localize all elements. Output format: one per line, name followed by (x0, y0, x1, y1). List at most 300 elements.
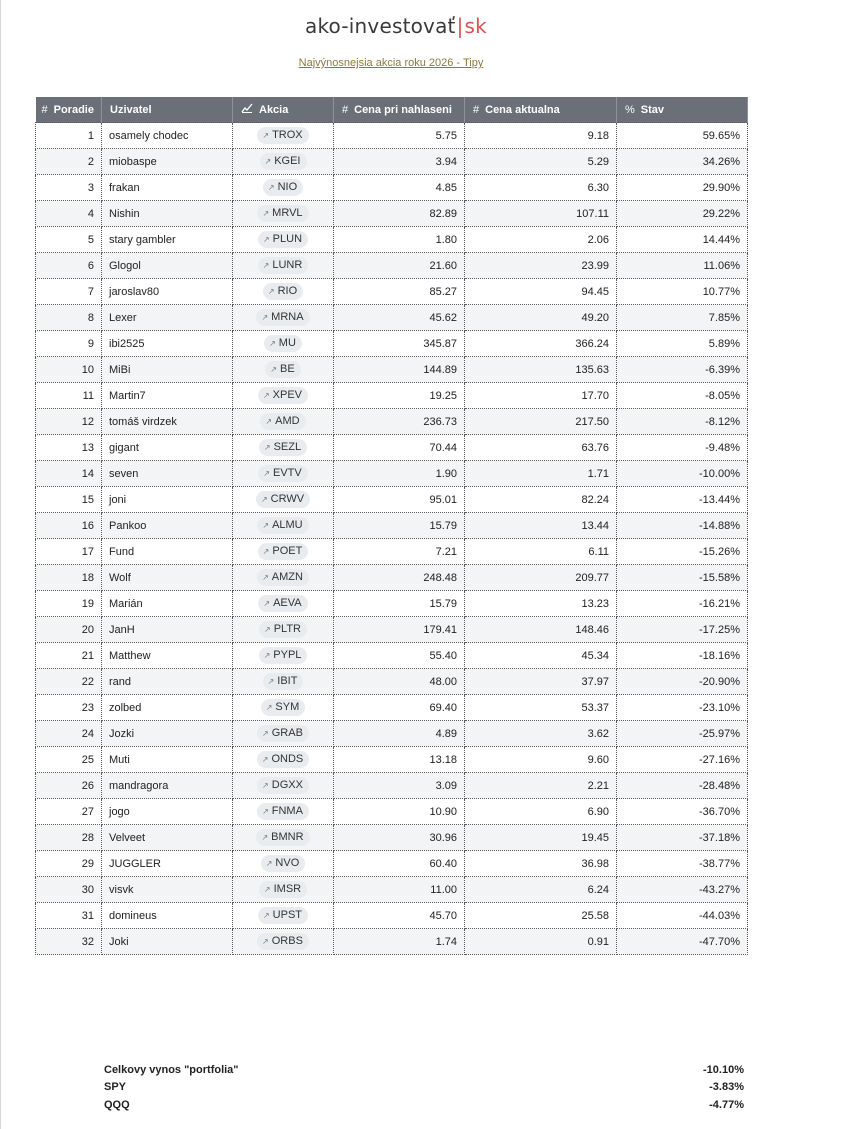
table-row (36, 695, 748, 721)
rank-cell: 3 (36, 175, 102, 201)
ticker-label: ONDS (271, 753, 304, 765)
ticker-cell (233, 773, 334, 799)
rank-cell: 1 (36, 123, 102, 149)
ticker-label: ORBS (271, 935, 303, 947)
chart-icon: ↗ (263, 469, 270, 478)
price-reported-cell: 95.01 (334, 487, 465, 513)
table-row (36, 175, 748, 201)
chart-icon: ↗ (262, 235, 270, 244)
ticker-label: PYPL (273, 649, 302, 661)
price-reported-cell: 70.44 (334, 435, 465, 461)
price-current-cell: 36.98 (465, 851, 617, 877)
price-current-cell: 3.62 (465, 721, 617, 747)
price-reported-cell: 55.40 (334, 643, 465, 669)
column-label: Cena aktualna (485, 103, 560, 116)
user-cell: mandragora (102, 773, 233, 799)
site-logo[interactable] (1, 14, 791, 38)
price-current-cell: 107.11 (465, 201, 617, 227)
status-cell: -36.70% (617, 799, 748, 825)
user-cell: JUGGLER (102, 851, 233, 877)
table-row (36, 487, 748, 513)
user-cell: miobaspe (102, 149, 233, 175)
ticker-label: IBIT (277, 675, 298, 687)
price-reported-cell: 11.00 (334, 877, 465, 903)
table-header-row (36, 97, 748, 123)
column-label: Uzivatel (110, 103, 152, 116)
status-cell: 11.06% (617, 253, 748, 279)
user-cell: Marián (102, 591, 233, 617)
price-reported-cell: 4.85 (334, 175, 465, 201)
price-reported-cell: 15.79 (334, 513, 465, 539)
table-row (36, 877, 748, 903)
ticker-label: CRWV (270, 493, 305, 505)
ticker-cell (233, 617, 334, 643)
ticker-label: IMSR (273, 883, 302, 895)
rank-cell: 11 (36, 383, 102, 409)
ticker-badge (258, 543, 309, 560)
ticker-badge (257, 933, 309, 950)
table-row (36, 643, 748, 669)
summary-label: SPY (104, 1081, 127, 1093)
user-cell: Wolf (102, 565, 233, 591)
price-reported-cell: 1.74 (334, 929, 465, 955)
rank-cell: 18 (36, 565, 102, 591)
user-cell: frakan (102, 175, 233, 201)
price-current-cell: 0.91 (465, 929, 617, 955)
price-reported-cell: 179.41 (334, 617, 465, 643)
chart-icon: ↗ (262, 547, 270, 556)
status-cell: -15.58% (617, 565, 748, 591)
table-row (36, 929, 748, 955)
price-current-cell: 6.11 (465, 539, 617, 565)
chart-icon: ↗ (263, 443, 271, 452)
price-reported-cell: 45.62 (334, 305, 465, 331)
status-cell: 5.89% (617, 331, 748, 357)
user-cell: seven (102, 461, 233, 487)
price-current-cell: 6.24 (465, 877, 617, 903)
table-row (36, 331, 748, 357)
ticker-label: MRVL (272, 207, 303, 219)
table-row (36, 513, 748, 539)
user-cell: zolbed (102, 695, 233, 721)
user-cell: domineus (102, 903, 233, 929)
status-cell: -47.70% (617, 929, 748, 955)
status-cell: 59.65% (617, 123, 748, 149)
ticker-badge (259, 881, 307, 898)
table-row (36, 903, 748, 929)
summary-value: -3.83% (709, 1081, 744, 1093)
user-cell: gigant (102, 435, 233, 461)
ticker-badge (263, 673, 304, 690)
column-label: Akcia (259, 104, 289, 116)
ticker-badge (259, 621, 307, 638)
chart-icon: ↗ (270, 365, 277, 374)
ticker-label: AMZN (271, 571, 303, 583)
rank-cell: 5 (36, 227, 102, 253)
status-cell: -8.12% (617, 409, 748, 435)
price-current-cell: 13.44 (465, 513, 617, 539)
ticker-label: ALMU (272, 519, 303, 531)
column-header-cena-nahlasena[interactable] (334, 97, 465, 123)
price-current-cell: 5.29 (465, 149, 617, 175)
ticker-cell (233, 799, 334, 825)
ticker-label: NIO (277, 181, 298, 193)
table-row (36, 357, 748, 383)
user-cell: Muti (102, 747, 233, 773)
price-current-cell: 23.99 (465, 253, 617, 279)
rank-cell: 4 (36, 201, 102, 227)
rank-cell: 28 (36, 825, 102, 851)
status-cell: -23.10% (617, 695, 748, 721)
column-header-uzivatel[interactable] (102, 97, 233, 123)
summary-line (104, 1064, 744, 1078)
price-current-cell: 19.45 (465, 825, 617, 851)
ticker-cell (233, 929, 334, 955)
ticker-badge (265, 361, 300, 378)
hash-icon: # (473, 103, 480, 116)
chart-icon: ↗ (262, 781, 269, 790)
price-current-cell: 2.06 (465, 227, 617, 253)
ticker-cell (233, 591, 334, 617)
summary-line (104, 1099, 744, 1113)
column-label: Stav (640, 103, 665, 116)
table-row (36, 851, 748, 877)
price-current-cell: 13.23 (465, 591, 617, 617)
rank-cell: 22 (36, 669, 102, 695)
status-cell: -28.48% (617, 773, 748, 799)
user-cell: jaroslav80 (102, 279, 233, 305)
ticker-label: MRNA (271, 311, 304, 323)
ticker-badge (258, 231, 308, 248)
status-cell: 10.77% (617, 279, 748, 305)
ticker-badge (256, 829, 309, 846)
chart-icon: ↗ (262, 729, 269, 738)
ticker-label: GRAB (271, 727, 303, 739)
ticker-label: KGEI (274, 155, 301, 167)
ticker-badge (261, 855, 306, 872)
chart-icon: ↗ (261, 755, 269, 764)
price-current-cell: 6.30 (465, 175, 617, 201)
hash-icon: # (342, 103, 349, 116)
rank-cell: 7 (36, 279, 102, 305)
rank-cell: 16 (36, 513, 102, 539)
user-cell: Fund (102, 539, 233, 565)
table-row (36, 799, 748, 825)
ticker-label: EVTV (272, 467, 302, 479)
ticker-label: SEZL (273, 441, 302, 453)
ticker-label: AEVA (273, 597, 302, 609)
chart-icon: ↗ (262, 911, 270, 920)
user-cell: Velveet (102, 825, 233, 851)
price-reported-cell: 82.89 (334, 201, 465, 227)
summary-line (104, 1081, 744, 1095)
price-current-cell: 2.21 (465, 773, 617, 799)
chart-icon: ↗ (262, 209, 270, 218)
user-cell: Martin7 (102, 383, 233, 409)
ticker-cell (233, 201, 334, 227)
rank-cell: 15 (36, 487, 102, 513)
ticker-badge (258, 257, 309, 274)
chart-icon: ↗ (262, 391, 270, 400)
ticker-badge (258, 595, 307, 612)
ticker-label: RIO (277, 285, 298, 297)
page-subtitle-link[interactable]: Najvýnosnejsia akcia roku 2026 - Tipy (298, 57, 484, 69)
table-row (36, 253, 748, 279)
price-reported-cell: 13.18 (334, 747, 465, 773)
ticker-badge (259, 647, 308, 664)
price-current-cell: 9.18 (465, 123, 617, 149)
rank-cell: 8 (36, 305, 102, 331)
ticker-badge (258, 387, 308, 404)
rank-cell: 10 (36, 357, 102, 383)
ticker-badge (257, 517, 308, 534)
chart-icon: ↗ (263, 625, 271, 634)
ticker-cell (233, 539, 334, 565)
ticker-cell (233, 149, 334, 175)
status-cell: -44.03% (617, 903, 748, 929)
price-reported-cell: 10.90 (334, 799, 465, 825)
user-cell: Joki (102, 929, 233, 955)
rank-cell: 17 (36, 539, 102, 565)
price-reported-cell: 7.21 (334, 539, 465, 565)
rank-cell: 9 (36, 331, 102, 357)
price-reported-cell: 21.60 (334, 253, 465, 279)
ticker-label: XPEV (272, 389, 303, 401)
ticker-label: MU (278, 337, 296, 349)
price-reported-cell: 144.89 (334, 357, 465, 383)
ticker-badge (260, 153, 307, 170)
price-reported-cell: 19.25 (334, 383, 465, 409)
status-cell: -20.90% (617, 669, 748, 695)
table-row (36, 539, 748, 565)
status-cell: 7.85% (617, 305, 748, 331)
user-cell: joni (102, 487, 233, 513)
column-header-poradie[interactable] (36, 97, 102, 123)
ticker-label: DGXX (271, 779, 303, 791)
ticker-label: FNMA (271, 805, 303, 817)
chart-icon: ↗ (263, 599, 271, 608)
chart-icon: ↗ (267, 287, 275, 296)
ticker-cell (233, 175, 334, 201)
price-current-cell: 217.50 (465, 409, 617, 435)
rank-cell: 21 (36, 643, 102, 669)
chart-icon: ↗ (267, 183, 275, 192)
ticker-badge (257, 127, 308, 144)
table-row (36, 227, 748, 253)
price-reported-cell: 236.73 (334, 409, 465, 435)
column-header-akcia[interactable] (233, 97, 334, 123)
ticker-cell (233, 721, 334, 747)
status-cell: -17.25% (617, 617, 748, 643)
table-row (36, 279, 748, 305)
ticker-label: BE (280, 363, 295, 375)
price-reported-cell: 3.94 (334, 149, 465, 175)
table-row (36, 669, 748, 695)
ticker-cell (233, 903, 334, 929)
user-cell: JanH (102, 617, 233, 643)
rank-cell: 19 (36, 591, 102, 617)
status-cell: -6.39% (617, 357, 748, 383)
table-row (36, 123, 748, 149)
table-row (36, 305, 748, 331)
price-current-cell: 49.20 (465, 305, 617, 331)
ticker-badge (258, 907, 308, 924)
ticker-cell (233, 357, 334, 383)
user-cell: Nishin (102, 201, 233, 227)
ticker-cell (233, 227, 334, 253)
price-reported-cell: 345.87 (334, 331, 465, 357)
user-cell: Lexer (102, 305, 233, 331)
price-reported-cell: 69.40 (334, 695, 465, 721)
chart-icon: ↗ (269, 339, 276, 348)
status-cell: 29.22% (617, 201, 748, 227)
logo-separator: | (456, 14, 464, 38)
ticker-cell (233, 877, 334, 903)
table-row (36, 149, 748, 175)
price-current-cell: 45.34 (465, 643, 617, 669)
ticker-label: PLUN (272, 233, 303, 245)
ticker-cell (233, 123, 334, 149)
status-cell: 34.26% (617, 149, 748, 175)
ticker-label: UPST (272, 909, 303, 921)
summary-label: QQQ (104, 1099, 130, 1111)
ticker-cell (233, 253, 334, 279)
summary-value: -4.77% (709, 1099, 744, 1111)
price-reported-cell: 3.09 (334, 773, 465, 799)
rank-cell: 26 (36, 773, 102, 799)
user-cell: MiBi (102, 357, 233, 383)
ticker-cell (233, 669, 334, 695)
price-reported-cell: 85.27 (334, 279, 465, 305)
chart-icon: ↗ (267, 677, 275, 686)
ticker-badge (260, 413, 305, 430)
chart-icon: ↗ (262, 937, 269, 946)
ticker-label: TROX (272, 129, 303, 141)
table-row (36, 591, 748, 617)
ticker-label: SYM (275, 701, 300, 713)
ticker-label: AMD (275, 415, 300, 427)
ticker-cell (233, 383, 334, 409)
ticker-cell (233, 643, 334, 669)
table-row (36, 617, 748, 643)
column-label: Poradie (53, 103, 94, 116)
status-cell: -38.77% (617, 851, 748, 877)
ticker-badge (257, 751, 309, 768)
rank-cell: 29 (36, 851, 102, 877)
price-reported-cell: 248.48 (334, 565, 465, 591)
chart-icon: ↗ (261, 833, 269, 842)
logo-suffix: sk (464, 14, 487, 38)
status-cell: 14.44% (617, 227, 748, 253)
user-cell: Glogol (102, 253, 233, 279)
ticker-badge (256, 309, 309, 326)
price-current-cell: 148.46 (465, 617, 617, 643)
user-cell: jogo (102, 799, 233, 825)
price-current-cell: 135.63 (465, 357, 617, 383)
status-cell: -14.88% (617, 513, 748, 539)
table-row (36, 461, 748, 487)
table-row (36, 747, 748, 773)
chart-icon (241, 104, 253, 116)
summary-label: Celkovy vynos "portfolia" (104, 1064, 239, 1076)
ticker-cell (233, 513, 334, 539)
status-cell: -15.26% (617, 539, 748, 565)
ticker-badge (257, 205, 308, 222)
ticker-cell (233, 487, 334, 513)
summary-value: -10.10% (703, 1064, 744, 1076)
ticker-cell (233, 851, 334, 877)
table-row (36, 721, 748, 747)
ticker-cell (233, 747, 334, 773)
results-table (35, 97, 748, 955)
price-reported-cell: 15.79 (334, 591, 465, 617)
hash-icon: # (41, 103, 48, 116)
price-current-cell: 1.71 (465, 461, 617, 487)
ticker-badge (257, 569, 309, 586)
ticker-cell (233, 435, 334, 461)
chart-icon: ↗ (262, 521, 270, 530)
price-current-cell: 82.24 (465, 487, 617, 513)
chart-icon: ↗ (262, 261, 270, 270)
ticker-cell (233, 279, 334, 305)
ticker-badge (257, 777, 309, 794)
chart-icon: ↗ (262, 807, 269, 816)
user-cell: stary gambler (102, 227, 233, 253)
status-cell: -8.05% (617, 383, 748, 409)
ticker-badge (258, 465, 307, 482)
price-current-cell: 366.24 (465, 331, 617, 357)
ticker-badge (261, 699, 306, 716)
ticker-badge (257, 803, 309, 820)
ticker-cell (233, 825, 334, 851)
rank-cell: 27 (36, 799, 102, 825)
ticker-badge (257, 725, 309, 742)
chart-icon: ↗ (265, 703, 273, 712)
rank-cell: 24 (36, 721, 102, 747)
price-current-cell: 9.60 (465, 747, 617, 773)
user-cell: Jozki (102, 721, 233, 747)
column-header-stav[interactable] (617, 97, 748, 123)
user-cell: Matthew (102, 643, 233, 669)
status-cell: -27.16% (617, 747, 748, 773)
status-cell: -37.18% (617, 825, 748, 851)
chart-icon: ↗ (265, 859, 273, 868)
table-row (36, 825, 748, 851)
ticker-cell (233, 331, 334, 357)
table-row (36, 565, 748, 591)
table-row (36, 773, 748, 799)
status-cell: -13.44% (617, 487, 748, 513)
price-current-cell: 53.37 (465, 695, 617, 721)
chart-icon: ↗ (265, 417, 273, 426)
user-cell: osamely chodec (102, 123, 233, 149)
price-reported-cell: 4.89 (334, 721, 465, 747)
ticker-badge (263, 283, 303, 300)
price-current-cell: 37.97 (465, 669, 617, 695)
table-row (36, 435, 748, 461)
rank-cell: 2 (36, 149, 102, 175)
ticker-label: POET (272, 545, 303, 557)
column-header-cena-aktualna[interactable] (465, 97, 617, 123)
ticker-label: NVO (275, 857, 300, 869)
rank-cell: 30 (36, 877, 102, 903)
rank-cell: 20 (36, 617, 102, 643)
rank-cell: 14 (36, 461, 102, 487)
status-cell: -25.97% (617, 721, 748, 747)
chart-icon: ↗ (263, 651, 271, 660)
logo-main-text: ako-investovať (305, 14, 456, 38)
price-reported-cell: 45.70 (334, 903, 465, 929)
